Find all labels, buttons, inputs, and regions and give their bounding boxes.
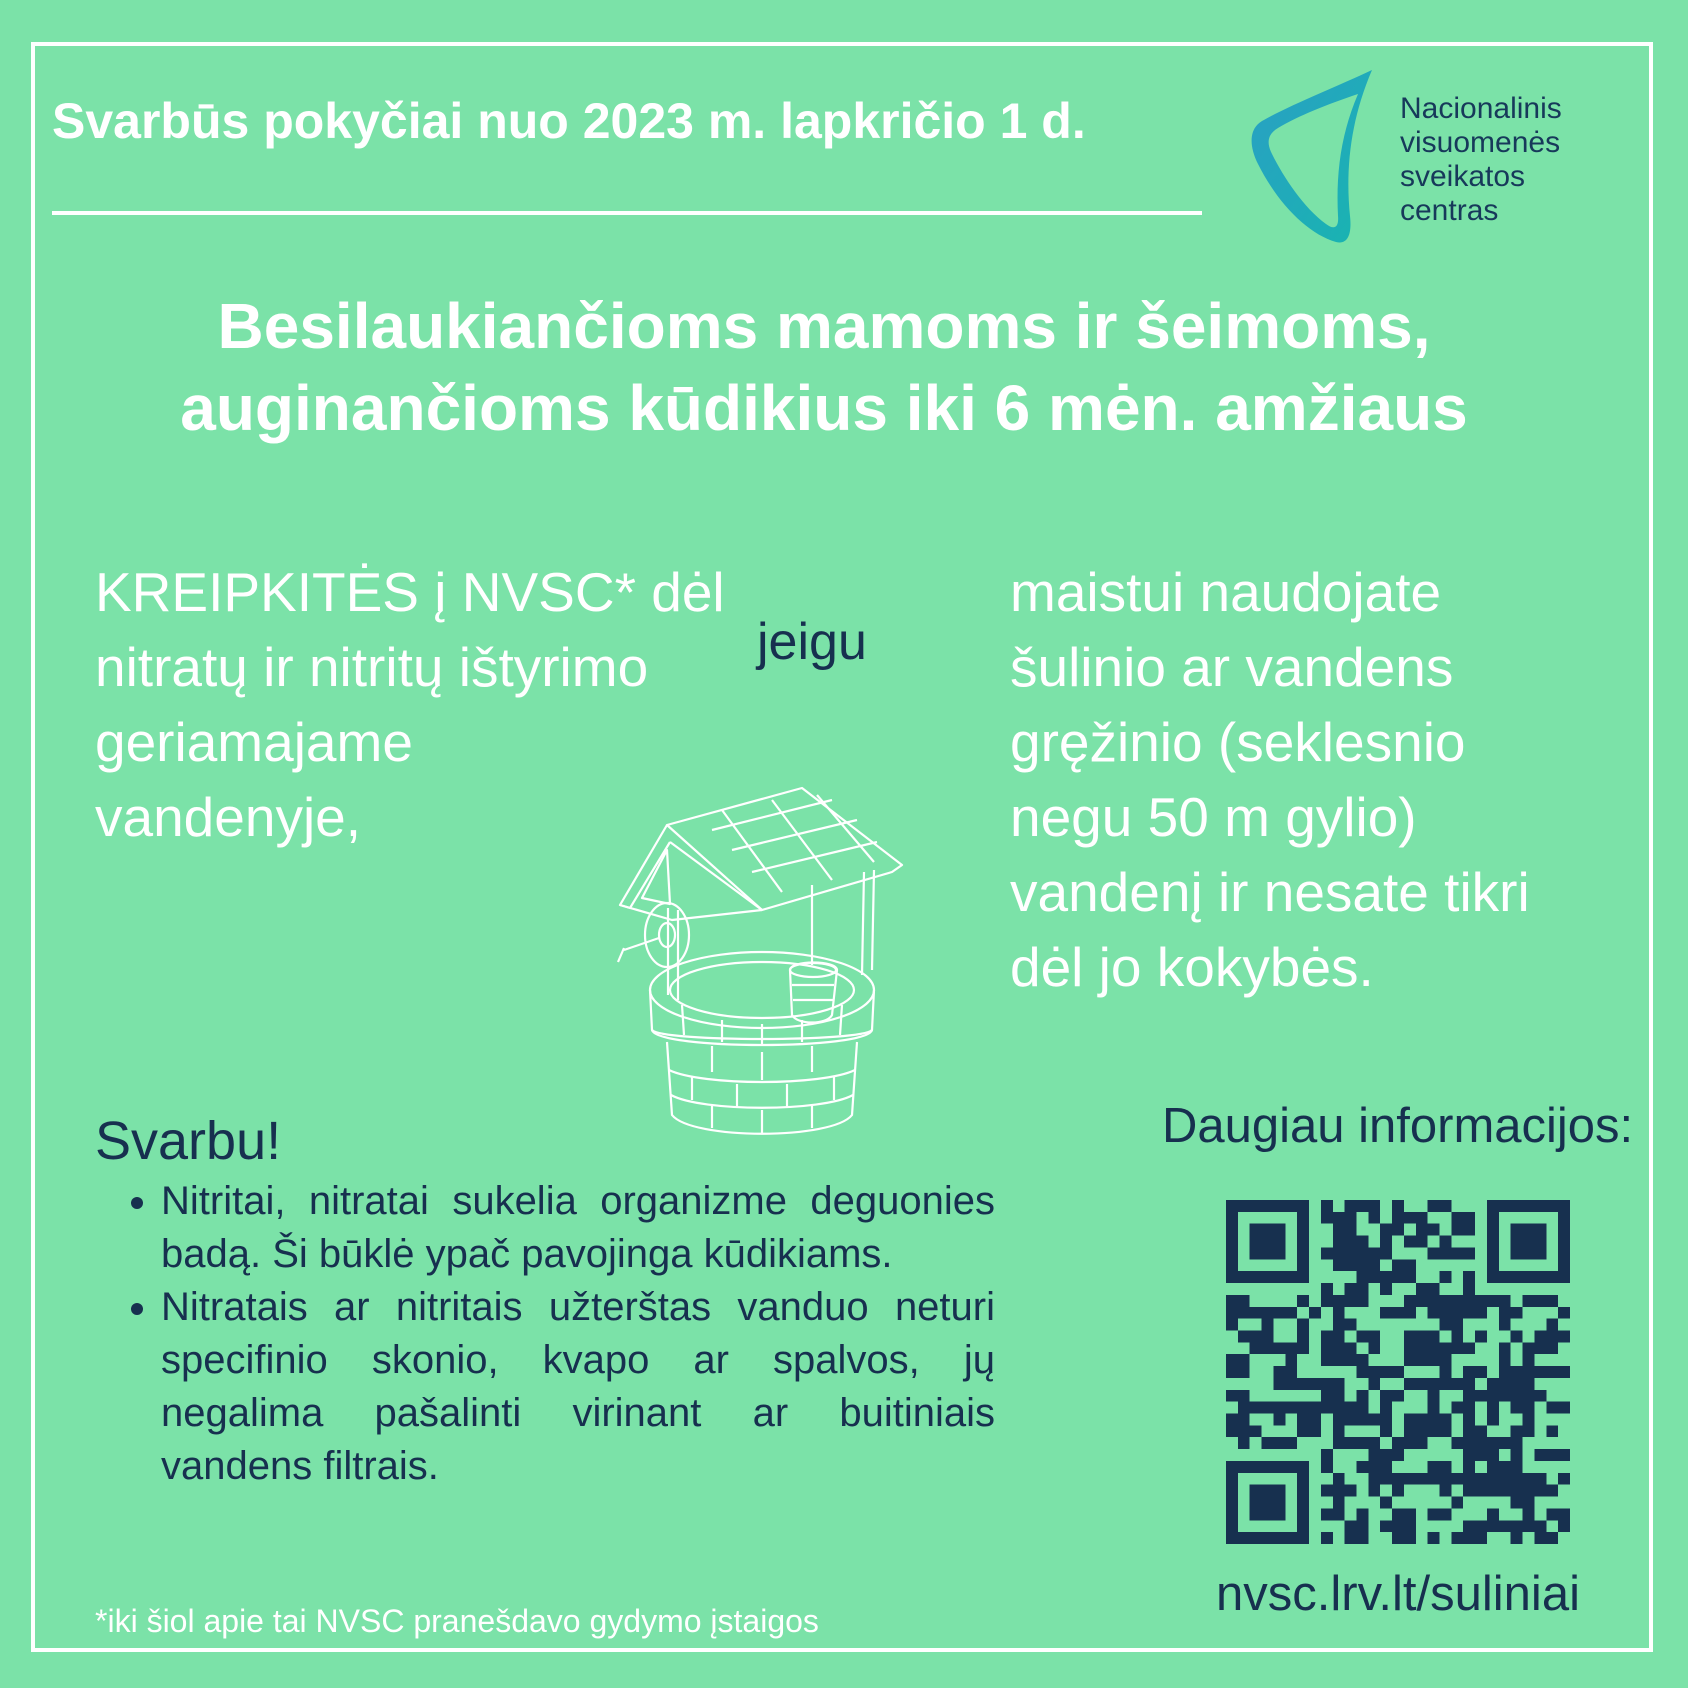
headline (60, 285, 1588, 449)
right-line: vandenį ir nesate tikri (1010, 861, 1530, 923)
water-well-icon (612, 780, 912, 1140)
nvsc-logo-mark-icon (1248, 66, 1380, 246)
right-line: maistui naudojate (1010, 561, 1442, 623)
logo-line: centras (1400, 194, 1499, 227)
headline-line: auginančioms kūdikius iki 6 mėn. amžiaus (180, 372, 1468, 444)
connector-word: jeigu (757, 613, 867, 671)
qr-code-icon[interactable] (1226, 1200, 1570, 1544)
nvsc-logo-text (1400, 92, 1562, 228)
right-line: šulinio ar vandens (1010, 636, 1454, 698)
logo-line: visuomenės (1400, 126, 1561, 159)
important-list (128, 1175, 995, 1493)
list-item: • Nitritai, nitratai sukelia organizme deguonies badą. Ši būklė ypač pavojinga kūdikiams. (161, 1175, 995, 1281)
list-item: • Nitratais ar nitritais užterštas vanduo neturi specifinio skonio, kvapo ar spalvos, jų negalima pašalinti virinant ar buitiniais vandens filtrais. (161, 1281, 995, 1493)
logo-line: Nacionalinis (1400, 92, 1562, 125)
headline-line: Besilaukiančioms mamoms ir šeimoms, (217, 290, 1431, 362)
footnote: *iki šiol apie tai NVSC pranešdavo gydymo įstaigos (95, 1603, 819, 1639)
more-info-url[interactable]: nvsc.lrv.lt/suliniai (1216, 1567, 1580, 1621)
title-divider (52, 211, 1202, 215)
right-line: dėl jo kokybės. (1010, 936, 1374, 998)
logo-line: sveikatos (1400, 160, 1526, 193)
right-line: gręžinio (seklesnio (1010, 711, 1466, 773)
right-column (1010, 555, 1610, 1005)
date-title: Svarbūs pokyčiai nuo 2023 m. lapkričio 1 d. (52, 93, 1086, 149)
right-line: negu 50 m gylio) (1010, 786, 1417, 848)
left-line: vandenyje, (95, 786, 362, 848)
left-line: nitratų ir nitritų ištyrimo (95, 636, 649, 698)
more-info-label: Daugiau informacijos: (1162, 1099, 1634, 1153)
left-line: geriamajame (95, 711, 413, 773)
important-heading: Svarbu! (95, 1111, 282, 1171)
left-line: KREIPKITĖS į NVSC* dėl (95, 561, 725, 623)
